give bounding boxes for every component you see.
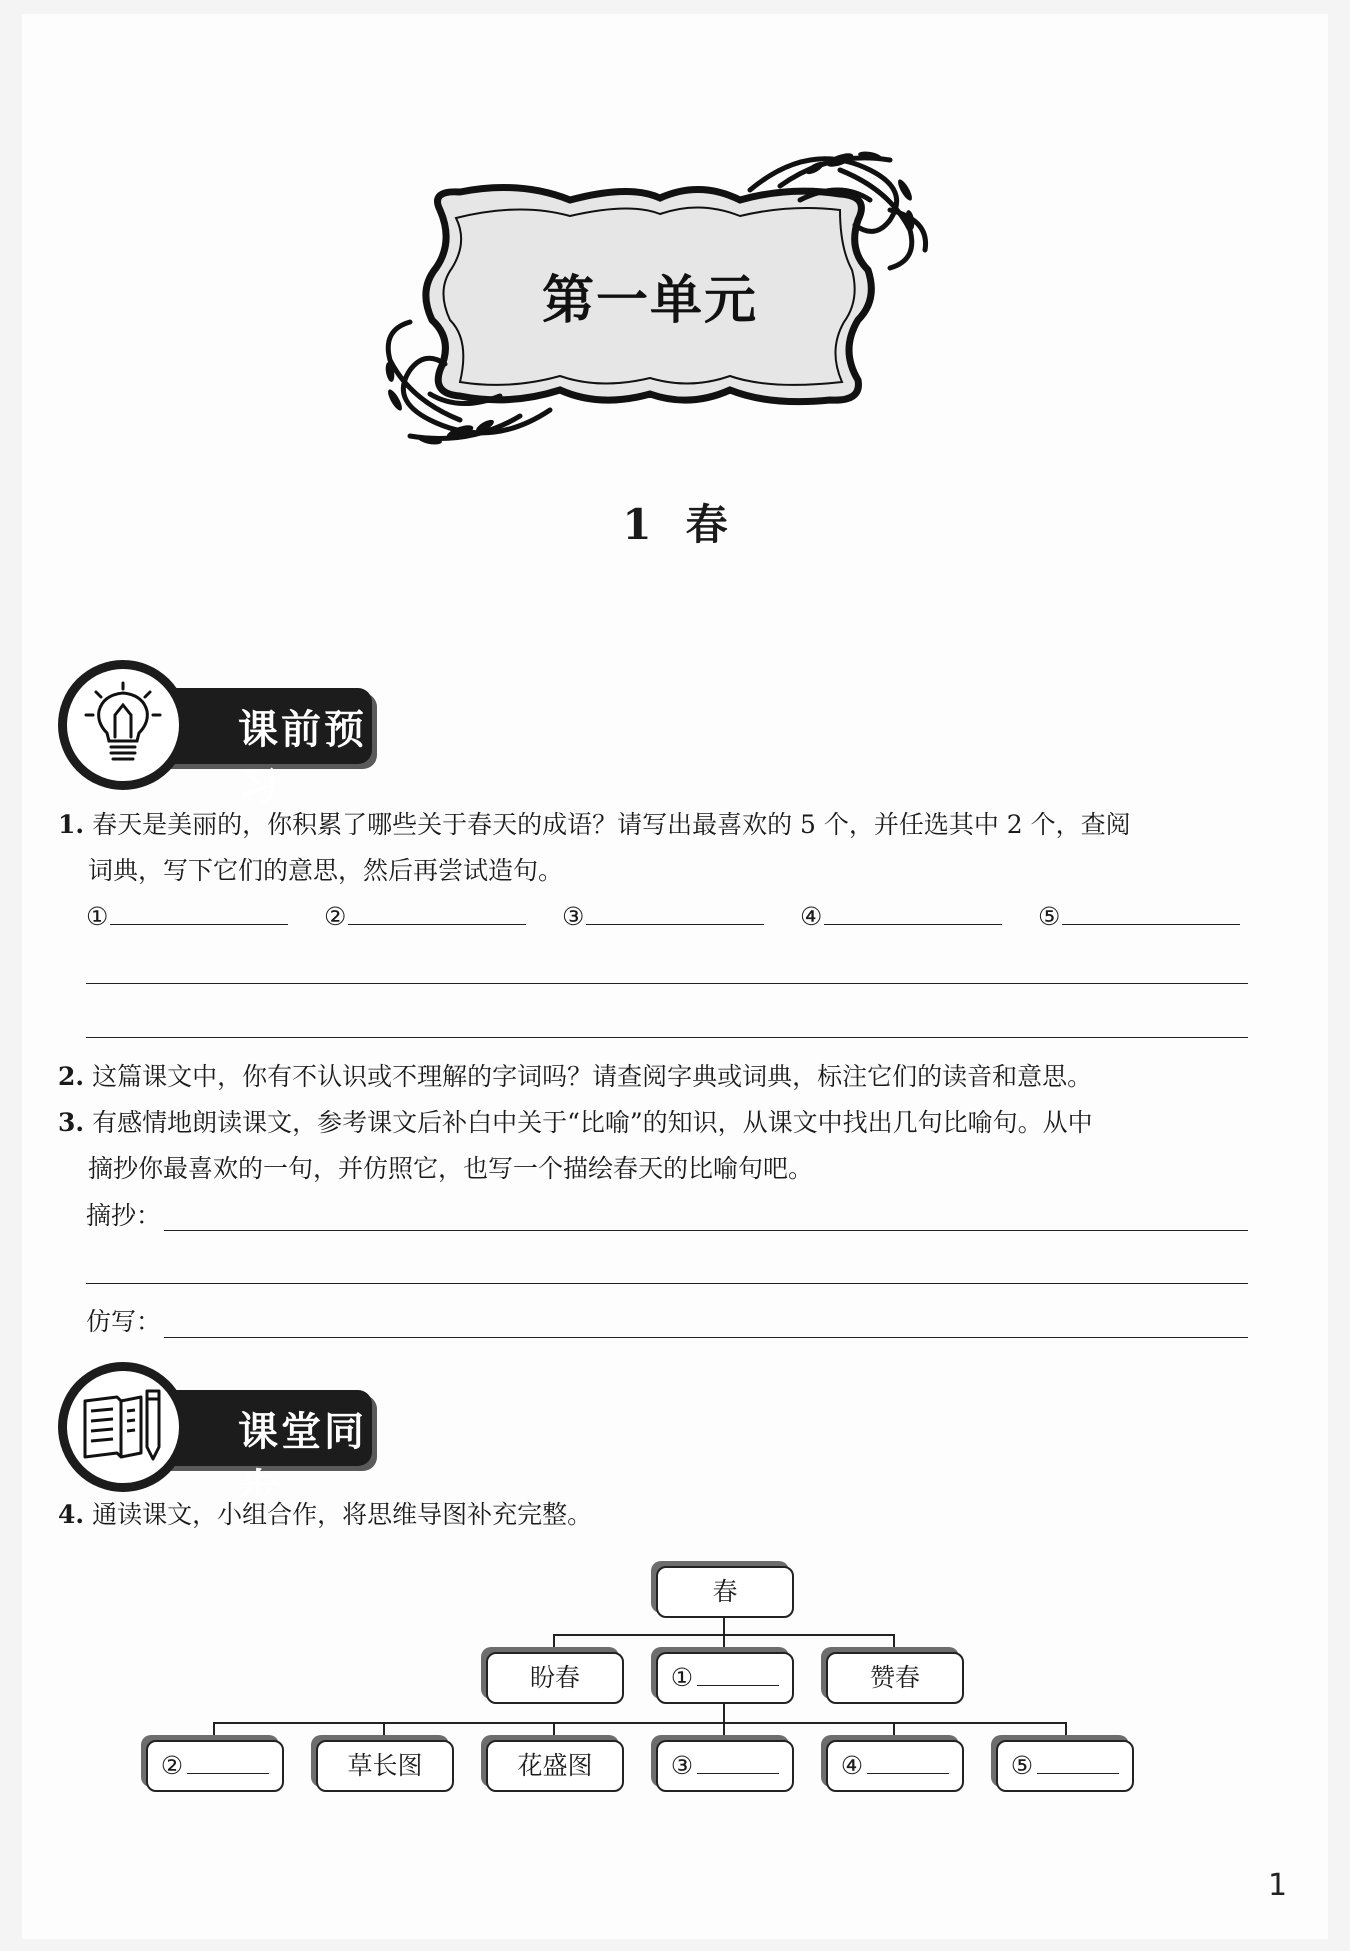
connector-line [723,1616,725,1636]
question-text: 通读课文，小组合作，将思维导图补充完整。 [92,1500,593,1529]
page-number: 1 [1268,1868,1288,1903]
lightbulb-icon [58,660,188,790]
connector-line [1065,1722,1067,1742]
answer-blank[interactable] [324,898,526,931]
connector-line [553,1722,555,1742]
connector-line [723,1702,725,1724]
connector-line [383,1722,385,1742]
imitate-answer-line[interactable] [164,1337,1248,1338]
question-text: 词典，写下它们的意思，然后再尝试造句。 [88,856,564,885]
lesson-number: 1 [622,500,652,549]
imitate-label: 仿写： [86,1307,162,1336]
question-text: 摘抄你最喜欢的一句，并仿照它，也写一个描绘春天的比喻句吧。 [88,1154,814,1183]
unit-title: 第一单元 [541,271,758,331]
question-number: 1. [58,810,85,839]
connector-line [553,1634,555,1654]
mindmap-node: 盼春 [486,1652,624,1704]
question-text: 春天是美丽的，你积累了哪些关于春天的成语？请写出最喜欢的 5 个，并任选其中 2 个，查阅 [92,810,1131,839]
connector-line [893,1634,895,1654]
mindmap-node: 赞春 [826,1652,964,1704]
copy-answer-line[interactable] [164,1230,1248,1231]
question-text: 有感情地朗读课文，参考课文后补白中关于“比喻”的知识，从课文中找出几句比喻句。从中 [92,1108,1093,1137]
blank-number: ⑤ [1038,902,1061,931]
blank-number: ④ [840,1751,864,1780]
blank-number: ② [324,902,347,931]
connector-line [213,1722,215,1742]
mindmap-blank-node[interactable] [656,1652,794,1704]
blank-number: ① [670,1663,694,1692]
mindmap-node: 花盛图 [486,1740,624,1792]
blank-number: ④ [800,902,823,931]
question-1 [58,802,1248,894]
question-3 [58,1100,1248,1192]
mindmap-node: 草长图 [316,1740,454,1792]
answer-blank[interactable] [800,898,1002,931]
question-number: 4. [58,1500,85,1529]
section-title-preview: 课前预习 [238,707,367,810]
mindmap-blank-node[interactable] [996,1740,1134,1792]
copy-label: 摘抄： [86,1201,162,1230]
lesson-name: 春 [685,500,728,549]
blank-number: ③ [562,902,585,931]
answer-line[interactable] [86,1283,1248,1284]
section-header-preview [58,660,378,810]
mindmap-blank-node[interactable] [826,1740,964,1792]
lesson-title [0,492,1350,552]
section-title-classroom: 课堂同步 [238,1409,367,1512]
unit-banner [370,150,940,450]
blank-number: ② [160,1751,184,1780]
answer-blank[interactable] [86,898,288,931]
connector-line [213,1722,1067,1724]
question-2 [58,1054,1248,1100]
question-text: 这篇课文中，你有不认识或不理解的字词吗？请查阅字典或词典，标注它们的读音和意思。 [92,1062,1093,1091]
mindmap-blank-node[interactable] [656,1740,794,1792]
answer-blank[interactable] [562,898,764,931]
connector-line [893,1722,895,1742]
answer-blank[interactable] [1038,898,1240,931]
blank-number: ① [86,902,109,931]
blank-number: ⑤ [1010,1751,1034,1780]
mindmap-blank-node[interactable] [146,1740,284,1792]
blank-number: ③ [670,1751,694,1780]
connector-line [723,1634,725,1654]
section-header-classroom [58,1362,378,1512]
mindmap-root: 春 [656,1566,794,1618]
answer-line[interactable] [86,983,1248,984]
question-number: 2. [58,1062,85,1091]
question-number: 3. [58,1108,85,1137]
answer-line[interactable] [86,1037,1248,1038]
question-4 [58,1492,1248,1538]
book-pencil-icon [58,1362,188,1492]
connector-line [723,1722,725,1742]
